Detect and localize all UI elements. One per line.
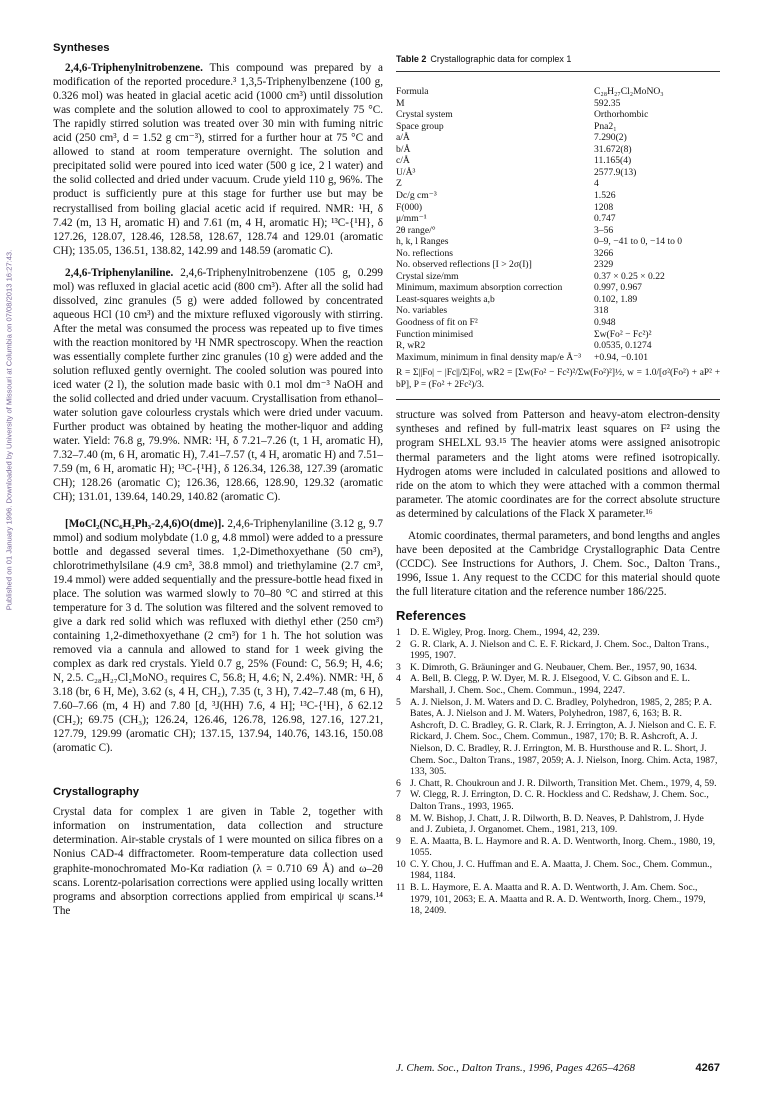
property-value: 4: [594, 178, 599, 190]
compound-title: 2,4,6-Triphenylnitrobenzene.: [65, 62, 203, 75]
property-value: Σw(Fo² − Fc²)²: [594, 328, 652, 340]
table-row: [396, 167, 720, 179]
reference-number: 7: [396, 789, 401, 801]
property-label: No. variables: [396, 305, 448, 317]
property-value: 11.165(4): [594, 155, 632, 167]
crystallography-paragraph: Crystal data for complex 1 are given in Table 2, together with information on instrumentation, data collection and structure determination. Air-stable crystals of 1 were mounted on silica fibres on a Nonius CAD-4 diffractometer. Room-temperature data collection used graphite-monochromated Mo-Kα radiation (λ = 0.710 69 Å) and ω–2θ scans. Lorentz-polarisation corrections were applied using locally written programs and absorption corrections applied from empirical ψ scans.¹⁴ The: [53, 806, 383, 917]
reference-item: [396, 673, 720, 696]
reference-number: 4: [396, 673, 401, 685]
left-column: [53, 41, 383, 926]
property-value: 2329: [594, 259, 614, 271]
property-value: 0.102, 1.89: [594, 293, 638, 305]
property-label: F(000): [396, 201, 423, 213]
reference-item: [396, 697, 720, 778]
reference-text: B. L. Haymore, E. A. Maatta and R. A. D. Wentworth, J. Am. Chem. Soc., 1979, 101, 2063; E. A. Maatta and R. A. D. Wentworth, Inorg. Chem., 1979, 18, 2409.: [410, 882, 706, 917]
deposition-paragraph: Atomic coordinates, thermal parameters, and bond lengths and angles have been deposited at the Cambridge Crystallographic Data Centre (CCDC). See Instructions for Authors, J. Chem. Soc., Dalton Trans., 1996, Issue 1. Any request to the CCDC for this material should quote the full literature citation and the reference number 186/225.: [396, 529, 720, 598]
property-value: 0.948: [594, 316, 616, 328]
reference-text: A. Bell, B. Clegg, P. W. Dyer, M. R. J. Elsegood, V. C. Gibson and E. L. Marshall, J. Chem. Soc., Chem. Commun., 1994, 2247.: [410, 673, 690, 696]
synthesis-complex: [53, 517, 383, 756]
reference-number: 1: [396, 627, 401, 639]
reference-text: C. Y. Chou, J. C. Huffman and E. A. Maatta, J. Chem. Soc., Chem. Commun., 1984, 1184.: [410, 858, 713, 882]
reference-number: 10: [396, 858, 406, 870]
property-label: μ/mm⁻¹: [396, 213, 427, 225]
table-row: [396, 294, 720, 306]
reference-number: 3: [396, 661, 401, 673]
table-row: [396, 329, 720, 341]
property-label: h, k, l Ranges: [396, 236, 449, 248]
table-row: [396, 155, 720, 167]
reference-text: M. W. Bishop, J. Chatt, J. R. Dilworth, B. D. Neaves, P. Dahlstrom, J. Hyde and J. Zubieta, J. Organomet. Chem., 1981, 213, 109.: [410, 812, 704, 836]
reference-number: 9: [396, 835, 401, 847]
property-label: a/Å: [396, 132, 410, 144]
property-label: Goodness of fit on F²: [396, 316, 478, 328]
property-label: Minimum, maximum absorption correction: [396, 282, 563, 294]
synthesis-aniline: [53, 266, 383, 505]
table-row: [396, 305, 720, 317]
property-value: 1208: [594, 201, 614, 213]
property-value: 318: [594, 305, 609, 317]
property-label: No. reflections: [396, 247, 454, 259]
property-label: Space group: [396, 120, 444, 132]
table-row: [396, 109, 720, 121]
reference-item: [396, 813, 720, 836]
table-label: Table 2: [396, 54, 427, 64]
property-value: 0–9, −41 to 0, −14 to 0: [594, 236, 683, 248]
property-value: 0.0535, 0.1274: [594, 340, 652, 352]
paragraph-text: 2,4,6-Triphenylnitrobenzene (105 g, 0.299 mol) was refluxed in glacial acetic acid (800 cm³). After all the solid had dissolved, zinc granules (5 g) were added followed by concentrated aqueous HCl (10 cm³) and the mixture refluxed vigorously with stirring. After the metal was consumed the process was repeated up to five times with the reaction monitored by ¹H NMR spectroscopy. When the reaction was essentially complete further zinc granules (10 g) were added and the solution refluxed gently overnight. The cooled solution was poured into iced water (2 l), the solution made basic with 0.1 mol dm⁻³ NaOH and the solid collected and dried under vacuum. Crystallisation from ethanol–water solution gave colourless crystals which were dried under vacuum. Further product was obtained by heating the mother-liquor and adding water. Yield: 76.8 g, 79.9%. NMR: ¹H, δ 7.21–7.26 (t, 1 H, aromatic H), 7.32–7.40 (m, 6 H, aromatic H), 7.41–7.57 (t, 4 H, aromatic H) and 7.51–7.59 (m, 6 H, aromatic H); ¹³C-{¹H}, δ 126.34, 126.38, 127.39 (aromatic CH); 128.26 (aromatic C); 126.36, 128.66, 128.90, 129.32 (aromatic CH); 131.01, 139.64, 140.29, 140.82 (aromatic C).: [53, 266, 383, 504]
right-column: [396, 52, 720, 917]
download-watermark: [2, 180, 16, 680]
table-row: [396, 340, 720, 352]
reference-item: [396, 882, 720, 917]
property-label: M: [396, 97, 405, 109]
reference-number: 5: [396, 696, 401, 708]
crystallography-heading: Crystallography: [53, 786, 140, 799]
property-label: No. observed reflections [I > 2σ(I)]: [396, 259, 532, 271]
table-row: [396, 86, 720, 98]
page-footer: [396, 1062, 720, 1074]
property-label: R, wR2: [396, 340, 426, 352]
property-value: 2577.9(13): [594, 166, 637, 178]
reference-number: 8: [396, 812, 401, 824]
table-row: [396, 213, 720, 225]
download-watermark-text: Published on 01 January 1996. Downloaded by University of Missouri at Columbia on 07/08/2013 16:27:43.: [4, 249, 14, 611]
property-label: Dc/g cm⁻³: [396, 189, 437, 201]
reference-text: E. A. Maatta, B. L. Haymore and R. A. D. Wentworth, Inorg. Chem., 1980, 19, 1055.: [410, 835, 716, 859]
table-row: [396, 282, 720, 294]
table-row: [396, 121, 720, 133]
reference-item: [396, 639, 720, 662]
syntheses-heading: Syntheses: [53, 42, 110, 54]
property-label: Function minimised: [396, 328, 474, 340]
property-label: Crystal system: [396, 109, 453, 121]
table-row: [396, 98, 720, 110]
compound-title: [MoCl₂(NC₆H₂Ph₃-2,4,6)O(dme)].: [65, 517, 225, 530]
property-value: +0.94, −0.101: [594, 351, 648, 363]
table-row: [396, 178, 720, 190]
property-value: 7.290(2): [594, 132, 627, 144]
table-row: [396, 144, 720, 156]
reference-text: K. Dimroth, G. Bräuninger and G. Neubauer, Chem. Ber., 1957, 90, 1634.: [410, 661, 697, 673]
property-label: Least-squares weights a,b: [396, 293, 495, 305]
reference-item: [396, 836, 720, 859]
reference-text: J. Chatt, R. Choukroun and J. R. Dilworth, Transition Met. Chem., 1979, 4, 59.: [410, 777, 717, 789]
table-row: [396, 225, 720, 237]
reference-text: A. J. Nielson, J. M. Waters and D. C. Bradley, Polyhedron, 1985, 2, 285; P. A. Bates, A. J. Nielson and J. M. Waters, Polyhedron, 1987, 6, 163; B. R. Ashcroft, D. C. Bradley, G. R. Clark, R. J. Errington, A. J. Nielson and C. E. F. Rickard, J. Chem. Soc., Chem. Commun., 1987, 170; B. R. Ashcroft, A. J. Nielson, D. C. Bradley, R. J. Errington, M. B. Hursthouse and R. L. Short, J. Chem. Soc., Dalton Trans., 1987, 2059; A. J. Nielson, Inorg. Chim. Acta, 1987, 133, 305.: [410, 696, 718, 778]
reference-item: [396, 627, 720, 639]
table-row: [396, 317, 720, 329]
property-label: U/Å³: [396, 166, 416, 178]
property-value: Orthorhombic: [594, 109, 649, 121]
reference-list: [396, 627, 720, 917]
table-row: [396, 248, 720, 260]
property-value: Pna2₁: [594, 120, 617, 132]
property-value: 31.672(8): [594, 143, 632, 155]
property-value: 0.37 × 0.25 × 0.22: [594, 270, 665, 282]
table-caption-text: Crystallographic data for complex 1: [430, 54, 572, 64]
table-row: [396, 236, 720, 248]
crystal-data-table: [396, 86, 720, 363]
property-value: 592.35: [594, 97, 621, 109]
property-value: 3–56: [594, 224, 614, 236]
property-label: Maximum, minimum in final density map/e Å⁻³: [396, 351, 582, 363]
property-label: 2θ range/°: [396, 224, 436, 236]
reference-number: 11: [396, 882, 406, 894]
reference-item: [396, 859, 720, 882]
property-label: b/Å: [396, 143, 411, 155]
table-footnote: R = Σ||Fo| − |Fc||/Σ|Fo|, wR2 = [Σw(Fo² − Fc²)²/Σw(Fo²)²]½, w = 1.0/[σ²(Fo²) + aP² + bP], P = (Fo² + 2Fc²)/3.: [396, 368, 720, 400]
reference-item: [396, 662, 720, 674]
synthesis-nitrobenzene: [53, 61, 383, 258]
property-value: C₂₈H₂₇Cl₂MoNO₃: [594, 86, 664, 98]
paragraph-text: 2,4,6-Triphenylaniline (3.12 g, 9.7 mmol) and sodium molybdate (1.0 g, 4.8 mmol) were added to a pressure bottle and degassed several times. 1,2-Dimethoxyethane (50 cm³), chlorotrimethylsilane (4.9 cm³, 38.8 mmol) and triethylamine (2.7 cm³, 19.4 mmol) were added sequentially and the pressure-bottle head fixed in place. The solution was warmed slowly to 70–80 °C and stirred at this temperature for 3 d. The solution was filtered and the solvent removed to give a dark red solid which was refluxed with diethyl ether (250 cm³) containing 1,2-dimethoxyethane (2 cm³) for 1 h. The hot solution was removed via a cannula and allowed to stand for 1 week giving the complex as dark red crystals. Yield 0.7 g, 25% (Found: C, 56.9; H, 4.6; N, 2.5. C₂₈H₂₇Cl₂MoNO₃ requires C, 56.8; H, 4.6; N, 2.4%). NMR: ¹H, δ 3.18 (br, 6 H, Me), 3.62 (s, 4 H, CH₂), 7.35 (t, 3 H), 7.42–7.48 (m, 6 H), 7.60–7.66 (m, 4 H) and 7.80 [d, ³J(HH) 7.6, 4 H]; ¹³C-{¹H}, δ 62.12 (CH₂); 69.75 (CH₃); 126.24, 126.46, 126.78, 126.98, 127.16, 127.21, 127.79, 129.99 (aromatic CH); 137.15, 137.94, 140.76, 143.16, 150.08 (aromatic C).: [53, 517, 383, 755]
reference-number: 6: [396, 777, 401, 789]
property-label: Formula: [396, 86, 429, 98]
journal-citation: J. Chem. Soc., Dalton Trans., 1996, Pages 4265–4268: [396, 1062, 635, 1074]
property-label: Crystal size/mm: [396, 270, 459, 282]
property-value: 3266: [594, 247, 614, 259]
reference-number: 2: [396, 638, 401, 650]
property-value: 0.747: [594, 213, 616, 225]
table-row: [396, 190, 720, 202]
table-row: [396, 352, 720, 364]
property-label: Z: [396, 178, 402, 190]
table-caption: [396, 52, 720, 72]
reference-item: [396, 789, 720, 812]
property-value: 1.526: [594, 189, 616, 201]
reference-text: G. R. Clark, A. J. Nielson and C. E. F. Rickard, J. Chem. Soc., Dalton Trans., 1995, 1907.: [410, 638, 709, 662]
property-label: c/Å: [396, 155, 410, 167]
table-row: [396, 259, 720, 271]
page-number: 4267: [695, 1062, 720, 1074]
reference-item: [396, 778, 720, 790]
paragraph-text: This compound was prepared by a modification of the reported procedure.³ 1,3,5-Triphenylbenzene (100 g, 0.326 mol) was heated in glacial acetic acid (1000 cm³) until dissolution was complete and the solution allowed to cool to approximately 75 °C. The rapidly stirred solution was treated over 30 min with fuming nitric acid (250 cm³, d = 1.52 g cm⁻³), stirred for a further hour at 75 °C and allowed to stand at room temperature overnight. The solution and precipitated solid were poured into iced water (500 g ice, 2 l water) and the solid collected and dried under vacuum. Crude yield 110 g, 96%. The product is sufficiently pure at this stage for further use but may be recrystallised from boiling glacial acetic acid if required. NMR: ¹H, δ 7.42 (m, 13 H, aromatic H) and 7.61 (m, 4 H, aromatic H); ¹³C-{¹H}, δ 127.26, 128.07, 128.46, 128.58, 128.67, 128.74 and 129.01 (aromatic CH); 135.05, 136.51, 138.82, 142.99 and 148.59 (aromatic C).: [53, 62, 383, 257]
reference-text: D. E. Wigley, Prog. Inorg. Chem., 1994, 42, 239.: [410, 627, 600, 639]
property-value: 0.997, 0.967: [594, 282, 642, 294]
structure-paragraph: structure was solved from Patterson and heavy-atom electron-density syntheses and refined by full-matrix least squares on F² using the program SHELXL 93.¹⁵ The heavier atoms were assigned anisotropic thermal parameters and the light atoms were refined isotropically. Hydrogen atoms were included in calculated positions and allowed to ride on the atom to which they were attached with a common thermal parameter. The atomic coordinates are for the correct absolute structure as determined by calculations of the Flack X parameter.¹⁶: [396, 409, 720, 520]
references-heading: References: [396, 607, 467, 623]
reference-text: W. Clegg, R. J. Errington, D. C. R. Hockless and C. Redshaw, J. Chem. Soc., Dalton Trans., 1993, 1965.: [410, 789, 709, 812]
table-row: [396, 202, 720, 214]
table-row: [396, 271, 720, 283]
table-row: [396, 132, 720, 144]
compound-title: 2,4,6-Triphenylaniline.: [65, 266, 174, 279]
